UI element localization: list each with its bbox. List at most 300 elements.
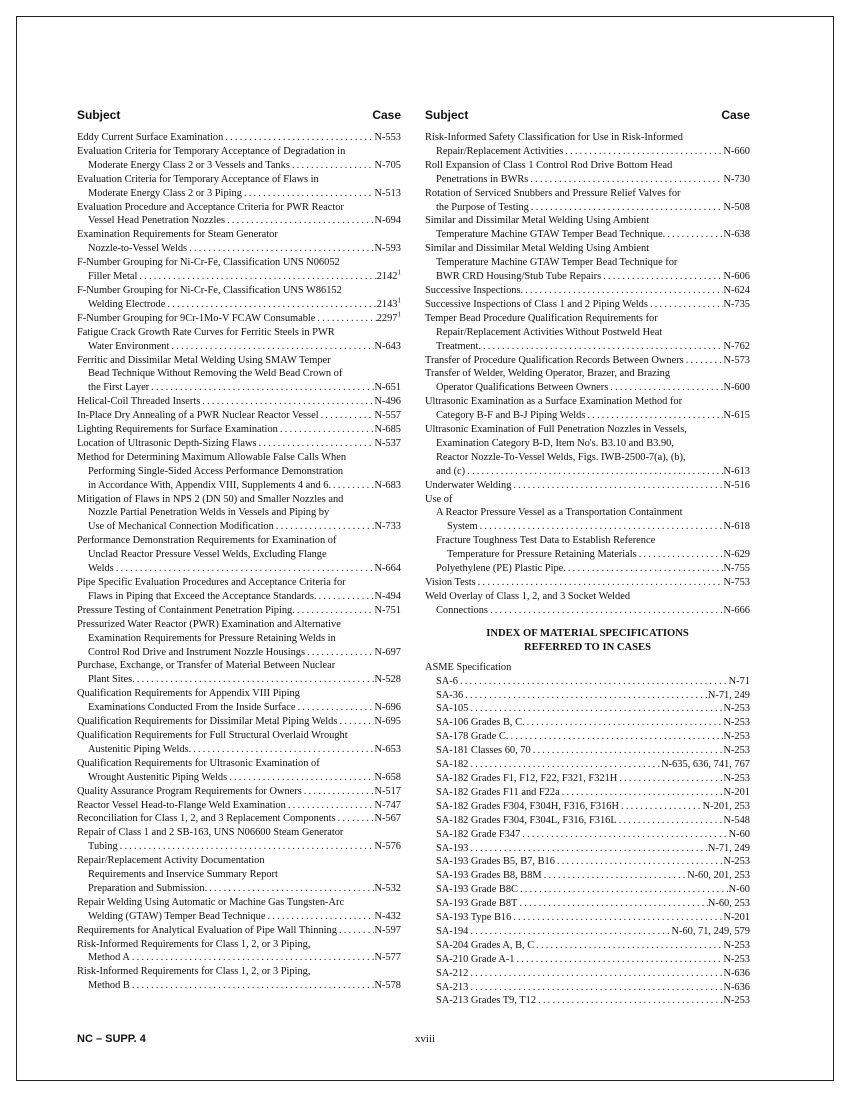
dot-leader bbox=[665, 228, 723, 242]
entry-text: Welding Electrode bbox=[88, 298, 166, 310]
dot-leader bbox=[165, 298, 376, 312]
case-number: N-201, 253 bbox=[702, 800, 750, 812]
entry-line bbox=[425, 576, 750, 590]
entry-text: SA-36 bbox=[436, 689, 464, 701]
entry-line bbox=[77, 743, 401, 757]
entry-text: Filler Metal bbox=[88, 271, 138, 283]
dot-leader bbox=[511, 479, 723, 493]
dot-leader bbox=[187, 242, 374, 256]
case-number: N-494 bbox=[374, 590, 401, 602]
index-entry bbox=[425, 772, 750, 786]
entry-text: Fatigue Crack Growth Rate Curves for Ferritic Steels in PWR bbox=[77, 326, 335, 338]
entry-line bbox=[77, 979, 401, 993]
entry-text: Control Rod Drive and Instrument Nozzle Housings bbox=[88, 646, 306, 658]
index-entry bbox=[77, 423, 401, 437]
entry-text: Tubing bbox=[88, 841, 118, 853]
index-group-label: ASME Specification bbox=[425, 661, 512, 673]
case-number: N-600 bbox=[723, 382, 750, 394]
entry-line bbox=[425, 228, 750, 242]
footnote-marker: 1 bbox=[397, 268, 401, 277]
case-number: N-593 bbox=[374, 243, 401, 255]
index-entry bbox=[425, 939, 750, 953]
index-title bbox=[425, 627, 750, 655]
entry-text: Reactor Vessel Head-to-Flange Weld Examination bbox=[77, 799, 286, 811]
case-number: N-537 bbox=[374, 437, 401, 449]
index-entry bbox=[77, 826, 401, 854]
entry-text: Performance Demonstration Requirements for Examination of bbox=[77, 535, 337, 547]
entry-line bbox=[425, 994, 750, 1008]
index-entry bbox=[77, 451, 401, 493]
left-column-header bbox=[77, 108, 401, 123]
case-number: N-643 bbox=[374, 340, 401, 352]
entry-text: Successive Inspections. bbox=[425, 284, 524, 296]
entry-line bbox=[77, 479, 401, 493]
entry-line bbox=[77, 604, 401, 618]
index-entry bbox=[425, 534, 750, 562]
case-number: N-683 bbox=[374, 479, 401, 491]
index-entry bbox=[425, 730, 750, 744]
entry-line bbox=[425, 967, 750, 981]
case-number: N-624 bbox=[723, 284, 750, 296]
entry-line bbox=[77, 562, 401, 576]
entry-text: in Accordance With, Appendix VIII, Supplements 4 and 6. bbox=[88, 479, 332, 491]
dot-leader bbox=[468, 967, 723, 981]
index-entry bbox=[77, 618, 401, 660]
entry-text: Successive Inspections of Class 1 and 2 Piping Welds bbox=[425, 298, 648, 310]
entry-text: Preparation and Submission. bbox=[88, 882, 208, 894]
dot-leader bbox=[130, 951, 375, 965]
entry-text: F-Number Grouping for Ni-Cr-Fe, Classification UNS N06052 bbox=[77, 257, 340, 269]
case-number: N-528 bbox=[374, 674, 401, 686]
dot-leader bbox=[278, 423, 375, 437]
index-entry bbox=[425, 354, 750, 368]
case-number: N-733 bbox=[374, 521, 401, 533]
entry-line bbox=[425, 270, 750, 284]
entry-line bbox=[77, 840, 401, 854]
entry-line bbox=[425, 869, 750, 883]
case-number: N-664 bbox=[374, 563, 401, 575]
entry-text: SA-181 Classes 60, 70 bbox=[436, 745, 531, 757]
entry-line bbox=[77, 882, 401, 896]
case-number: N-71, 249 bbox=[707, 842, 750, 854]
entry-text: SA-106 Grades B, C. bbox=[436, 717, 525, 729]
index-entry bbox=[425, 953, 750, 967]
entry-text: SA-193 Grades B5, B7, B16 bbox=[436, 856, 555, 868]
dot-leader bbox=[130, 979, 375, 993]
entry-line bbox=[77, 812, 401, 826]
case-number: N-751 bbox=[374, 604, 401, 616]
index-entry bbox=[425, 284, 750, 298]
case-number: N-694 bbox=[374, 215, 401, 227]
index-entry bbox=[425, 493, 750, 507]
entry-line bbox=[77, 590, 401, 604]
entry-text: Examination Requirements for Steam Generator bbox=[77, 229, 278, 241]
dot-leader bbox=[465, 465, 723, 479]
entry-text: Moderate Energy Class 2 or 3 Vessels and Tanks bbox=[88, 159, 290, 171]
case-number: N-577 bbox=[374, 952, 401, 964]
index-entry bbox=[77, 326, 401, 354]
index-entry bbox=[425, 758, 750, 772]
entry-text: Evaluation Procedure and Acceptance Criteria for PWR Reactor bbox=[77, 201, 344, 213]
subject-heading: Subject bbox=[425, 108, 469, 122]
entry-text: Lighting Requirements for Surface Examination bbox=[77, 424, 278, 436]
dot-leader bbox=[536, 994, 723, 1008]
case-number: N-636 bbox=[723, 967, 750, 979]
case-number: N-253 bbox=[723, 731, 750, 743]
entry-text: Welding (GTAW) Temper Bead Technique bbox=[88, 910, 266, 922]
case-number: N-651 bbox=[374, 382, 401, 394]
footer-page-number: xviii bbox=[414, 1033, 436, 1045]
entry-text: Vessel Head Penetration Nozzles bbox=[88, 215, 226, 227]
entry-text: SA-182 Grades F304, F304H, F316, F316H bbox=[436, 800, 620, 812]
entry-text: SA-213 bbox=[436, 981, 469, 993]
entry-line bbox=[77, 423, 401, 437]
index-entry bbox=[425, 744, 750, 758]
dot-leader bbox=[555, 855, 724, 869]
index-entry bbox=[425, 367, 750, 395]
entry-text: Helical-Coil Threaded Inserts bbox=[77, 396, 201, 408]
entry-line bbox=[77, 520, 401, 534]
entry-line bbox=[425, 981, 750, 995]
entry-text: Temperature Machine GTAW Temper Bead Technique. bbox=[436, 229, 666, 241]
dot-leader bbox=[534, 939, 723, 953]
entry-line bbox=[425, 855, 750, 869]
entry-text: In-Place Dry Annealing of a PWR Nuclear Reactor Vessel bbox=[77, 410, 319, 422]
case-number: N-597 bbox=[374, 924, 401, 936]
entry-line bbox=[425, 465, 750, 479]
entry-text: Location of Ultrasonic Depth-Sizing Flaws bbox=[77, 437, 257, 449]
index-title-line1: INDEX OF MATERIAL SPECIFICATIONS bbox=[486, 627, 689, 639]
case-number: N-695 bbox=[374, 716, 401, 728]
dot-leader bbox=[518, 883, 729, 897]
index-entry bbox=[77, 228, 401, 256]
index-entry bbox=[425, 159, 750, 187]
entry-text: Use of Mechanical Connection Modification bbox=[88, 521, 274, 533]
entry-line bbox=[425, 842, 750, 856]
entry-text: Repair/Replacement Activities bbox=[436, 145, 564, 157]
entry-line bbox=[77, 214, 401, 228]
entry-line bbox=[425, 409, 750, 423]
dot-leader bbox=[468, 981, 723, 995]
case-number: N-576 bbox=[374, 841, 401, 853]
dot-leader bbox=[566, 562, 724, 576]
entry-text: SA-178 Grade C. bbox=[436, 731, 509, 743]
entry-text: SA-105 bbox=[436, 703, 469, 715]
case-number: N-762 bbox=[723, 340, 750, 352]
index-entry bbox=[77, 812, 401, 826]
entry-text: Connections bbox=[436, 604, 488, 616]
entry-text: Risk-Informed Requirements for Class 1, 2, or 3 Piping, bbox=[77, 938, 311, 950]
entry-text: F-Number Grouping for Ni-Cr-Fe, Classification UNS W86152 bbox=[77, 284, 342, 296]
dot-leader bbox=[520, 828, 728, 842]
entry-text: Flaws in Piping that Exceed the Acceptance Standards. bbox=[88, 590, 317, 602]
entry-line bbox=[425, 786, 750, 800]
entry-line bbox=[425, 145, 750, 159]
entry-text: Reconciliation for Class 1, 2, and 3 Replacement Components bbox=[77, 813, 336, 825]
case-number: N-253 bbox=[723, 745, 750, 757]
entry-text: Examinations Conducted From the Inside Surface bbox=[88, 702, 296, 714]
entry-text: SA-182 Grades F304, F304L, F316, F316L bbox=[436, 814, 617, 826]
entry-line bbox=[425, 354, 750, 368]
case-number: N-753 bbox=[723, 577, 750, 588]
case-number: N-685 bbox=[374, 424, 401, 436]
index-entry bbox=[425, 855, 750, 869]
index-entry bbox=[77, 145, 401, 173]
entry-text: Purchase, Exchange, or Transfer of Material Between Nuclear bbox=[77, 660, 336, 672]
dot-leader bbox=[525, 716, 724, 730]
entry-line bbox=[77, 395, 401, 409]
case-number: N-618 bbox=[723, 521, 750, 533]
entry-text: BWR CRD Housing/Stub Tube Repairs bbox=[436, 271, 602, 283]
entry-text: SA-193 bbox=[436, 842, 469, 854]
index-specification-list bbox=[425, 675, 750, 1009]
dot-leader bbox=[511, 911, 723, 925]
entry-line bbox=[77, 381, 401, 395]
case-number: 2142$^1$ bbox=[376, 268, 401, 283]
dot-leader bbox=[515, 953, 724, 967]
entry-line bbox=[425, 562, 750, 576]
index-entry bbox=[425, 883, 750, 897]
case-number: N-517 bbox=[374, 785, 401, 797]
index-entry bbox=[425, 479, 750, 493]
dot-leader bbox=[468, 758, 661, 772]
dot-leader bbox=[478, 520, 724, 534]
case-heading: Case bbox=[721, 108, 750, 122]
case-number: N-513 bbox=[374, 187, 401, 199]
case-number: N-653 bbox=[374, 743, 401, 755]
entry-text: Pressurized Water Reactor (PWR) Examination and Alternative bbox=[77, 618, 341, 630]
entry-text: SA-193 Grade B8C bbox=[436, 884, 518, 896]
entry-text: Risk-Informed Requirements for Class 1, 2, or 3 Piping, bbox=[77, 966, 311, 978]
entry-text: Wrought Austenitic Piping Welds bbox=[88, 771, 228, 783]
case-number: N-615 bbox=[723, 410, 750, 422]
dot-leader bbox=[529, 201, 724, 215]
entry-line bbox=[425, 772, 750, 786]
index-entry bbox=[425, 689, 750, 703]
case-number: N-253 bbox=[723, 856, 750, 868]
entry-text: Bead Technique Without Removing the Weld Bead Crown of bbox=[88, 368, 343, 380]
entry-line bbox=[425, 953, 750, 967]
entry-text: SA-193 Grades B8, B8M bbox=[436, 870, 542, 882]
dot-leader bbox=[463, 689, 708, 703]
entry-line bbox=[425, 604, 750, 618]
entry-line bbox=[425, 675, 750, 689]
case-number: N-60, 201, 253 bbox=[687, 870, 750, 882]
dot-leader bbox=[225, 214, 374, 228]
entry-line bbox=[77, 673, 401, 687]
entry-line bbox=[77, 340, 401, 354]
index-entry bbox=[425, 786, 750, 800]
case-number: N-660 bbox=[723, 145, 750, 157]
case-number: N-60 bbox=[728, 828, 750, 840]
case-number: 2143$^1$ bbox=[376, 296, 401, 310]
footer-supplement-label: NC – SUPP. 4 bbox=[77, 1033, 146, 1045]
entry-text: Plant Sites. bbox=[88, 674, 135, 686]
dot-leader bbox=[684, 354, 724, 368]
entry-text: SA-212 bbox=[436, 967, 469, 979]
index-entry bbox=[425, 842, 750, 856]
index-entry bbox=[77, 354, 401, 396]
index-entry bbox=[425, 395, 750, 423]
entry-line bbox=[425, 758, 750, 772]
index-entry bbox=[425, 800, 750, 814]
entry-text: Operator Qualifications Between Owners bbox=[436, 382, 609, 394]
entry-text: Repair/Replacement Activity Documentation bbox=[77, 855, 265, 867]
index-entry bbox=[425, 981, 750, 995]
case-number: N-666 bbox=[723, 604, 750, 616]
index-entry bbox=[425, 131, 750, 159]
entry-text: Requirements for Analytical Evaluation of Pipe Wall Thinning bbox=[77, 924, 337, 936]
entry-text: Transfer of Welder, Welding Operator, Brazer, and Brazing bbox=[425, 368, 671, 380]
entry-text: Pressure Testing of Containment Penetration Piping. bbox=[77, 604, 295, 616]
entry-line bbox=[77, 242, 401, 256]
entry-text: Nozzle Partial Penetration Welds in Vessels and Piping by bbox=[88, 507, 330, 519]
index-entry bbox=[425, 506, 750, 534]
entry-line bbox=[77, 298, 401, 312]
dot-leader bbox=[290, 159, 375, 173]
dot-leader bbox=[560, 786, 724, 800]
entry-text: Qualification Requirements for Full Structural Overlaid Wrought bbox=[77, 729, 348, 741]
case-number: N-201 bbox=[723, 786, 750, 798]
index-entry bbox=[77, 395, 401, 409]
entry-line bbox=[77, 715, 401, 729]
entry-text: F-Number Grouping for 9Cr-1Mo-V FCAW Consumable bbox=[77, 312, 316, 324]
dot-leader bbox=[458, 675, 729, 689]
dot-leader bbox=[331, 479, 374, 493]
entry-text: Eddy Current Surface Examination bbox=[77, 132, 224, 143]
entry-text: Mitigation of Flaws in NPS 2 (DN 50) and Smaller Nozzles and bbox=[77, 493, 344, 505]
dot-leader bbox=[617, 814, 724, 828]
entry-text: Ferritic and Dissimilar Metal Welding Using SMAW Temper bbox=[77, 354, 331, 366]
entry-line bbox=[425, 925, 750, 939]
entry-line bbox=[77, 187, 401, 201]
index-entry bbox=[77, 965, 401, 993]
dot-leader bbox=[317, 590, 375, 604]
index-entry bbox=[425, 994, 750, 1008]
entry-text: Penetrations in BWRs bbox=[436, 173, 529, 185]
entry-text: SA-193 Type B16 bbox=[436, 912, 512, 924]
dot-leader bbox=[617, 772, 723, 786]
entry-text: Risk-Informed Safety Classification for Use in Risk-Informed bbox=[425, 132, 683, 143]
index-entry bbox=[77, 924, 401, 938]
entry-text: Category B-F and B-J Piping Welds bbox=[436, 410, 586, 422]
entry-text: Austenitic Piping Welds. bbox=[88, 743, 192, 755]
dot-leader bbox=[468, 925, 671, 939]
entry-text: Temperature for Pressure Retaining Materials bbox=[447, 549, 637, 561]
dot-leader bbox=[149, 381, 374, 395]
index-entry bbox=[425, 423, 750, 479]
right-column bbox=[425, 108, 750, 1008]
index-entry bbox=[77, 256, 401, 284]
entry-line bbox=[77, 159, 401, 173]
dot-leader bbox=[337, 715, 374, 729]
left-column bbox=[77, 108, 401, 993]
case-number: N-557 bbox=[374, 410, 401, 422]
entry-text: Method B bbox=[88, 980, 130, 992]
dot-leader bbox=[274, 520, 375, 534]
entry-line bbox=[425, 284, 750, 298]
index-entry bbox=[77, 312, 401, 326]
case-number: N-747 bbox=[374, 799, 401, 811]
dot-leader bbox=[488, 604, 723, 618]
entry-text: Underwater Welding bbox=[425, 479, 512, 491]
entry-text: SA-6 bbox=[436, 675, 458, 687]
entry-line bbox=[77, 951, 401, 965]
case-number: N-606 bbox=[723, 271, 750, 283]
entry-text: Welds bbox=[88, 563, 114, 575]
case-number: N-253 bbox=[723, 717, 750, 729]
entry-text: SA-213 Grades T9, T12 bbox=[436, 995, 537, 1007]
index-entry bbox=[77, 687, 401, 715]
entry-text: Evaluation Criteria for Temporary Acceptance of Flaws in bbox=[77, 173, 319, 185]
entry-text: System bbox=[447, 521, 478, 533]
footnote-marker: 1 bbox=[397, 310, 401, 319]
entry-text: Pipe Specific Evaluation Procedures and Acceptance Criteria for bbox=[77, 577, 346, 588]
dot-leader bbox=[265, 910, 374, 924]
entry-line bbox=[425, 201, 750, 215]
entry-text: Weld Overlay of Class 1, 2, and 3 Socket Welded bbox=[425, 590, 631, 602]
index-entry bbox=[77, 201, 401, 229]
case-number: N-730 bbox=[723, 173, 750, 185]
entry-text: Requirements and Inservice Summary Report bbox=[88, 869, 278, 881]
entry-line bbox=[425, 702, 750, 716]
index-entry bbox=[77, 757, 401, 785]
case-number: N-697 bbox=[374, 646, 401, 658]
dot-leader bbox=[523, 284, 723, 298]
index-entry bbox=[77, 659, 401, 687]
entry-line bbox=[77, 701, 401, 715]
entry-text: A Reactor Pressure Vessel as a Transportation Containment bbox=[436, 507, 683, 519]
dot-leader bbox=[207, 882, 374, 896]
entry-text: Treatment. bbox=[436, 340, 481, 352]
case-number: N-553 bbox=[374, 132, 401, 143]
entry-text: SA-193 Grade B8T bbox=[436, 898, 518, 910]
entry-text: SA-210 Grade A-1 bbox=[436, 953, 515, 965]
index-entry bbox=[77, 284, 401, 312]
case-number: N-253 bbox=[723, 995, 750, 1007]
dot-leader bbox=[305, 646, 374, 660]
entry-line bbox=[425, 173, 750, 187]
index-entry bbox=[77, 785, 401, 799]
entry-text: Roll Expansion of Class 1 Control Rod Drive Bottom Head bbox=[425, 159, 673, 171]
entry-line bbox=[425, 911, 750, 925]
case-number: N-71, 249 bbox=[707, 689, 750, 701]
case-number: N-60, 71, 249, 579 bbox=[671, 925, 750, 937]
entry-text: Similar and Dissimilar Metal Welding Using Ambient bbox=[425, 243, 650, 255]
index-entry bbox=[425, 298, 750, 312]
index-entry bbox=[425, 562, 750, 576]
case-number: N-573 bbox=[723, 354, 750, 366]
entry-text: Repair/Replacement Activities Without Postweld Heat bbox=[436, 326, 663, 338]
case-number: N-496 bbox=[374, 396, 401, 408]
index-entry bbox=[425, 242, 750, 284]
entry-text: Temper Bead Procedure Qualification Requirements for bbox=[425, 312, 658, 324]
entry-text: SA-182 Grades F11 and F22a bbox=[436, 786, 560, 798]
case-number: N-567 bbox=[374, 813, 401, 825]
dot-leader bbox=[542, 869, 687, 883]
entry-line bbox=[425, 381, 750, 395]
case-number: N-613 bbox=[723, 465, 750, 477]
case-number: N-60 bbox=[728, 884, 750, 896]
index-entry bbox=[77, 938, 401, 966]
dot-leader bbox=[637, 548, 724, 562]
case-number: N-735 bbox=[723, 298, 750, 310]
case-number: N-201 bbox=[723, 912, 750, 924]
dot-leader bbox=[563, 145, 723, 159]
entry-text: Rotation of Serviced Snubbers and Pressure Relief Valves for bbox=[425, 187, 681, 199]
index-entry bbox=[425, 716, 750, 730]
index-entry bbox=[425, 702, 750, 716]
